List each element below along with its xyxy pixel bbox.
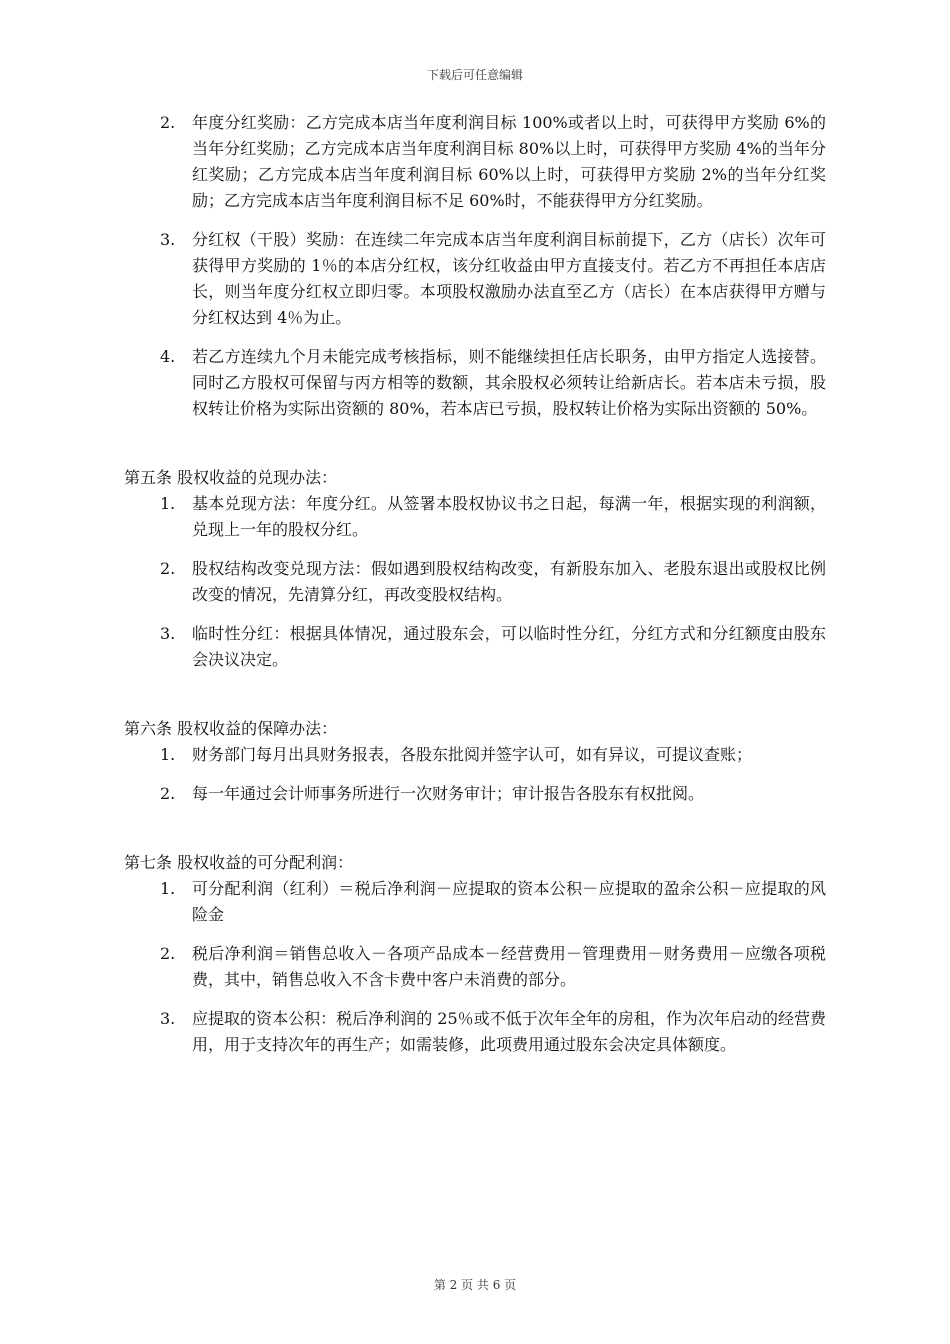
item-text: 每一年通过会计师事务所进行一次财务审计；审计报告各股东有权批阅。 (192, 784, 705, 803)
list-item (124, 227, 826, 331)
item-text: 可分配利润（红利）＝税后净利润－应提取的资本公积－应提取的盈余公积－应提取的风险金 (192, 879, 826, 924)
item-text: 若乙方连续九个月未能完成考核指标，则不能继续担任店长职务，由甲方指定人选接替。同时乙方股权可保留与丙方相等的数额，其余股权必须转让给新店长。若本店未亏损，股权转让价格为实际出资额的 80%，若本店已亏损，股权转让价格为实际出资额的 50%。 (192, 347, 826, 418)
item-number: 2. (160, 113, 176, 132)
page-footer: 第 2 页 共 6 页 (433, 1278, 517, 1292)
list-item (124, 941, 826, 993)
list-item (124, 344, 826, 422)
item-number: 1. (160, 745, 176, 764)
item-number: 4. (160, 347, 176, 366)
item-number: 1. (160, 494, 176, 513)
item-text: 应提取的资本公积：税后净利润的 25％或不低于次年全年的房租，作为次年启动的经营费用，用于支持次年的再生产；如需装修，此项费用通过股东会决定具体额度。 (192, 1009, 826, 1054)
item-text: 财务部门每月出具财务报表，各股东批阅并签字认可，如有异议，可提议查账； (192, 745, 753, 764)
section-title-5: 第五条 股权收益的兑现办法： (124, 468, 338, 487)
item-number: 3. (160, 230, 176, 249)
item-text: 临时性分红：根据具体情况，通过股东会，可以临时性分红，分红方式和分红额度由股东会决议决定。 (192, 624, 826, 669)
list-item (124, 491, 826, 543)
item-text: 分红权（干股）奖励：在连续二年完成本店当年度利润目标前提下，乙方（店长）次年可获得甲方奖励的 1％的本店分红权，该分红收益由甲方直接支付。若乙方不再担任本店店长，则当年度分红权立即归零。本项股权激励办法直至乙方（店长）在本店获得甲方赠与分红权达到 4％为止。 (192, 230, 826, 327)
item-number: 1. (160, 879, 176, 898)
item-text: 年度分红奖励：乙方完成本店当年度利润目标 100%或者以上时，可获得甲方奖励 6%的当年分红奖励；乙方完成本店当年度利润目标 80%以上时，可获得甲方奖励 4%的当年分红奖励；乙方完成本店当年度利润目标 60%以上时，可获得甲方奖励 2%的当年分红奖励；乙方完成本店当年度利润目标不足 60%时，不能获得甲方分红奖励。 (192, 113, 826, 210)
item-number: 2. (160, 944, 176, 963)
item-number: 3. (160, 1009, 176, 1028)
item-text: 税后净利润＝销售总收入－各项产品成本－经营费用－管理费用－财务费用－应缴各项税费，其中，销售总收入不含卡费中客户未消费的部分。 (192, 944, 826, 989)
item-text: 股权结构改变兑现方法：假如遇到股权结构改变，有新股东加入、老股东退出或股权比例改变的情况，先清算分红，再改变股权结构。 (192, 559, 826, 604)
list-item (124, 556, 826, 608)
list-item (124, 1006, 826, 1058)
section-title-7: 第七条 股权收益的可分配利润： (124, 853, 354, 872)
item-number: 2. (160, 559, 176, 578)
list-item (124, 876, 826, 928)
page-header: 下载后可任意编辑 (426, 68, 523, 82)
item-number: 2. (160, 784, 176, 803)
section-title-6: 第六条 股权收益的保障办法： (124, 719, 338, 738)
item-text: 基本兑现方法：年度分红。从签署本股权协议书之日起，每满一年，根据实现的利润额，兑现上一年的股权分红。 (192, 494, 826, 539)
list-item (124, 781, 826, 807)
list-item (124, 742, 826, 768)
list-item (124, 621, 826, 673)
item-number: 3. (160, 624, 176, 643)
document-body (124, 110, 826, 1058)
list-item (124, 110, 826, 214)
